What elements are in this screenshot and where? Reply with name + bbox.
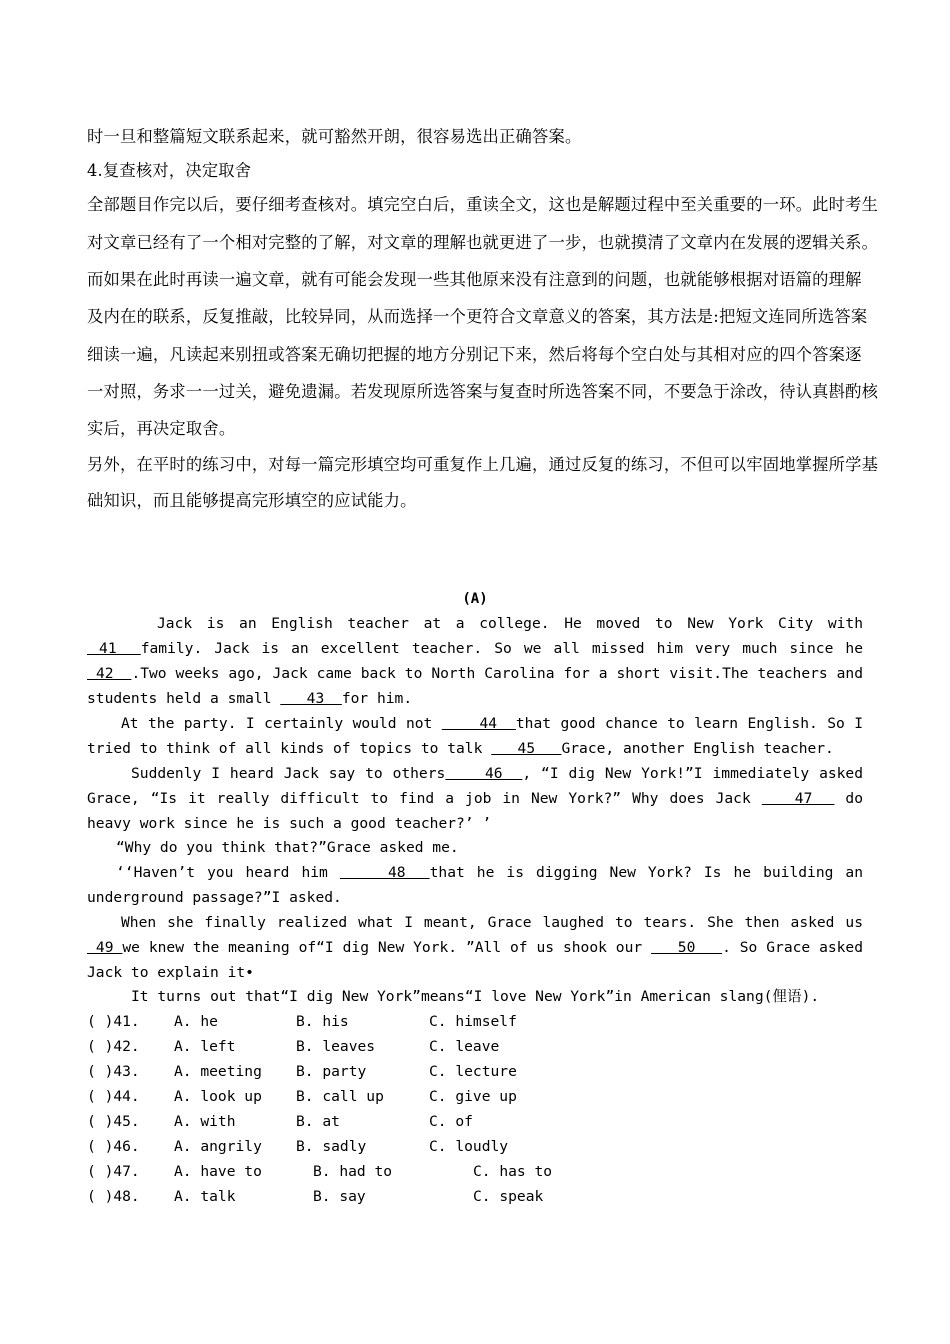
- option-c[interactable]: C. has to: [473, 1163, 553, 1180]
- passage-line: tried to think of all kinds of topics to talk 45 Grace, another English teacher.: [87, 740, 834, 757]
- passage-line: 41 family. Jack is an excellent teacher. So we all missed him very much since he: [87, 640, 863, 657]
- question-number: ( )41.: [87, 1013, 140, 1030]
- passage-line: heavy work since he is such a good teacher?’ ’: [87, 815, 492, 832]
- blank-50[interactable]: 50: [651, 939, 723, 956]
- question-number: ( )42.: [87, 1038, 140, 1055]
- option-b[interactable]: B. had to: [313, 1163, 393, 1180]
- option-b[interactable]: B. call up: [296, 1088, 384, 1105]
- option-a[interactable]: A. angrily: [174, 1138, 262, 1155]
- option-c[interactable]: C. speak: [473, 1188, 544, 1205]
- guide-line: 及内在的联系，反复推敲，比较异同，从而选择一个更符合文章意义的答案，其方法是:把短文连同所选答案: [87, 307, 868, 326]
- guide-line: 全部题目作完以后，要仔细考查核对。填完空白后，重读全文，这也是解题过程中至关重要的一环。此时考生: [87, 195, 879, 214]
- passage-line: underground passage?”I asked.: [87, 889, 342, 906]
- blank-42[interactable]: 42: [87, 665, 132, 682]
- question-number: ( )43.: [87, 1063, 140, 1080]
- blank-43[interactable]: 43: [280, 690, 342, 707]
- option-c[interactable]: C. leave: [429, 1038, 500, 1055]
- blank-44[interactable]: 44: [441, 715, 516, 732]
- passage-line: “Why do you think that?”Grace asked me.: [116, 839, 459, 856]
- question-number: ( )47.: [87, 1163, 140, 1180]
- option-a[interactable]: A. he: [174, 1013, 218, 1030]
- passage-line: 42 .Two weeks ago, Jack came back to North Carolina for a short visit.The teachers and: [87, 665, 863, 682]
- option-b[interactable]: B. leaves: [296, 1038, 376, 1055]
- blank-41[interactable]: 41: [87, 640, 141, 657]
- option-b[interactable]: B. at: [296, 1113, 340, 1130]
- option-b[interactable]: B. say: [313, 1188, 366, 1205]
- blank-49[interactable]: 49: [87, 939, 123, 956]
- option-b[interactable]: B. party: [296, 1063, 367, 1080]
- guide-line: 另外，在平时的练习中，对每一篇完形填空均可重复作上几遍，通过反复的练习，不但可以牢固地掌握所学基: [87, 455, 879, 474]
- option-c[interactable]: C. loudly: [429, 1138, 509, 1155]
- passage-line: At the party. I certainly would not 44 that good chance to learn English. So I: [121, 715, 863, 732]
- option-a[interactable]: A. meeting: [174, 1063, 262, 1080]
- guide-line: 细读一遍，凡读起来别扭或答案无确切把握的地方分别记下来，然后将每个空白处与其相对应的四个答案逐: [87, 345, 862, 364]
- option-b[interactable]: B. his: [296, 1013, 349, 1030]
- passage-line: When she finally realized what I meant, Grace laughed to tears. She then asked us: [121, 914, 863, 931]
- option-b[interactable]: B. sadly: [296, 1138, 367, 1155]
- blank-45[interactable]: 45: [491, 740, 562, 757]
- question-number: ( )48.: [87, 1188, 140, 1205]
- passage-line: Suddenly I heard Jack say to others 46 , “I dig New York!”I immediately asked: [131, 765, 863, 782]
- section-heading: 4.复查核对，决定取舍: [87, 161, 252, 180]
- blank-47[interactable]: 47: [761, 790, 835, 807]
- passage-line: 49 we knew the meaning of“I dig New York. ”All of us shook our 50 . So Grace asked: [87, 939, 864, 956]
- option-a[interactable]: A. talk: [174, 1188, 236, 1205]
- passage-line: ‘‘Haven’t you heard him 48 that he is digging New York? Is he building an: [116, 864, 863, 881]
- guide-line: 础知识，而且能够提高完形填空的应试能力。: [87, 491, 417, 510]
- option-c[interactable]: C. lecture: [429, 1063, 517, 1080]
- passage-title: (A): [462, 591, 488, 607]
- passage-line: Grace, “Is it really difficult to find a job in New York?” Why does Jack 47 do: [87, 790, 863, 807]
- option-c[interactable]: C. of: [429, 1113, 473, 1130]
- passage-line: students held a small 43 for him.: [87, 690, 413, 707]
- blank-46[interactable]: 46: [445, 765, 523, 782]
- option-a[interactable]: A. have to: [174, 1163, 262, 1180]
- option-a[interactable]: A. with: [174, 1113, 236, 1130]
- option-a[interactable]: A. look up: [174, 1088, 262, 1105]
- option-c[interactable]: C. himself: [429, 1013, 517, 1030]
- guide-paragraph-end: 时一旦和整篇短文联系起来，就可豁然开朗，很容易选出正确答案。: [87, 127, 582, 146]
- question-number: ( )45.: [87, 1113, 140, 1130]
- guide-line: 一对照，务求一一过关，避免遗漏。若发现原所选答案与复查时所选答案不同，不要急于涂改，待认真斟酌核: [87, 382, 879, 401]
- passage-line: Jack to explain it•: [87, 964, 254, 981]
- question-number: ( )44.: [87, 1088, 140, 1105]
- question-number: ( )46.: [87, 1138, 140, 1155]
- option-c[interactable]: C. give up: [429, 1088, 517, 1105]
- guide-line: 对文章已经有了一个相对完整的了解，对文章的理解也就更进了一步，也就摸清了文章内在发展的逻辑关系。: [87, 233, 879, 252]
- guide-line: 而如果在此时再读一遍文章，就有可能会发现一些其他原来没有注意到的问题，也就能够根据对语篇的理解: [87, 270, 862, 289]
- passage-line: Jack is an English teacher at a college. He moved to New York City with: [157, 615, 863, 632]
- guide-line: 实后，再决定取舍。: [87, 419, 236, 438]
- passage-line: It turns out that“I dig New York”means“I love New York”in American slang(俚语).: [131, 988, 820, 1005]
- blank-48[interactable]: 48: [339, 864, 430, 881]
- option-a[interactable]: A. left: [174, 1038, 236, 1055]
